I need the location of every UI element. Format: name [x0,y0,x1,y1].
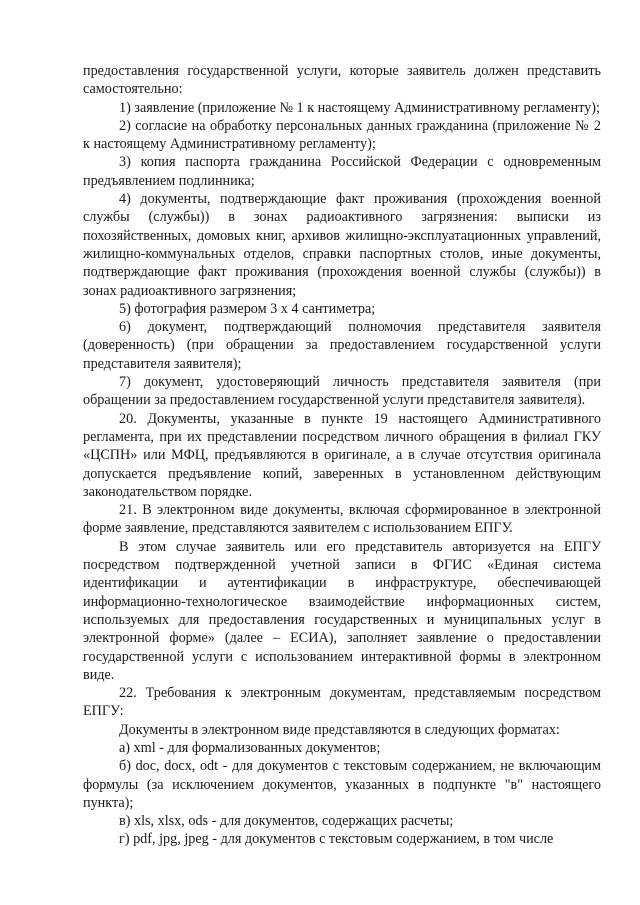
list-item-5: 5) фотография размером 3 х 4 сантиметра; [119,300,376,317]
list-item-3: 3) копия паспорта гражданина Российской Федерации с одновременным предъявлением подлинника; [83,154,601,189]
list-item-7: 7) документ, удостоверяющий личность представителя заявителя (при обращении за предоставлением государственной услуги представителя заявителя). [83,374,601,409]
list-item-1: 1) заявление (приложение № 1 к настоящему Административному регламенту); [119,99,600,116]
clause-21: 21. В электронном виде документы, включая сформированное в электронной форме заявление, представляются заявителем с использованием ЕПГУ. [83,502,601,537]
formats-intro: Документы в электронном виде представляются в следующих форматах: [119,721,560,738]
document-page [83,62,601,849]
format-item-v: в) xls, xlsx, ods - для документов, содержащих расчеты; [119,813,454,830]
format-item-g: г) pdf, jpg, jpeg - для документов с текстовым содержанием, в том числе [119,831,554,848]
clause-20: 20. Документы, указанные в пункте 19 настоящего Административного регламента, при их представлении посредством личного обращения в филиал ГКУ «ЦСПН» или МФЦ, предъявляются в оригинале, а в случае отсутствия оригинала допускается предъявление копий, заверенных в установленном действующим законодательством порядке. [83,410,601,500]
format-item-a: а) xml - для формализованных документов; [119,739,381,756]
format-item-b: б) doc, docx, odt - для документов с текстовым содержанием, не включающим формулы (за исключением документов, указанных в подпункте "в" настоящего пункта); [83,758,601,811]
paragraph-intro: предоставления государственной услуги, которые заявитель должен представить самостоятельно: [83,63,601,98]
list-item-4: 4) документы, подтверждающие факт проживания (прохождения военной службы (службы)) в зонах радиоактивного загрязнения: выписки из похозяйственных, домовых книг, архивов жилищно-эксплуатационных управлений, жилищно-коммунальных отделов, справки паспортных столов, иные документы, подтверждающие факт проживания (прохождения военной службы (службы)) в зонах радиоактивного загрязнения; [83,191,601,299]
list-item-2: 2) согласие на обработку персональных данных гражданина (приложение № 2 к настоящему Административному регламенту); [83,117,601,153]
clause-21-esia-paragraph: В этом случае заявитель или его представитель авторизуется на ЕПГУ посредством подтвержденной учетной записи в ФГИС «Единая система идентификации и аутентификации в инфраструктуре, обеспечивающей информационно-технологическое взаимодействие информационных систем, используемых для предоставления государственных и муниципальных услуг в электронной форме» (далее – ЕСИА), заполняет заявление о предоставлении государственной услуги с использованием интерактивной формы в электронном виде. [83,538,601,683]
list-item-6: 6) документ, подтверждающий полномочия представителя заявителя (доверенность) (при обращении за предоставлением государственной услуги представителя заявителя); [83,319,601,372]
clause-22: 22. Требования к электронным документам, представляемым посредством ЕПГУ: [83,685,601,720]
